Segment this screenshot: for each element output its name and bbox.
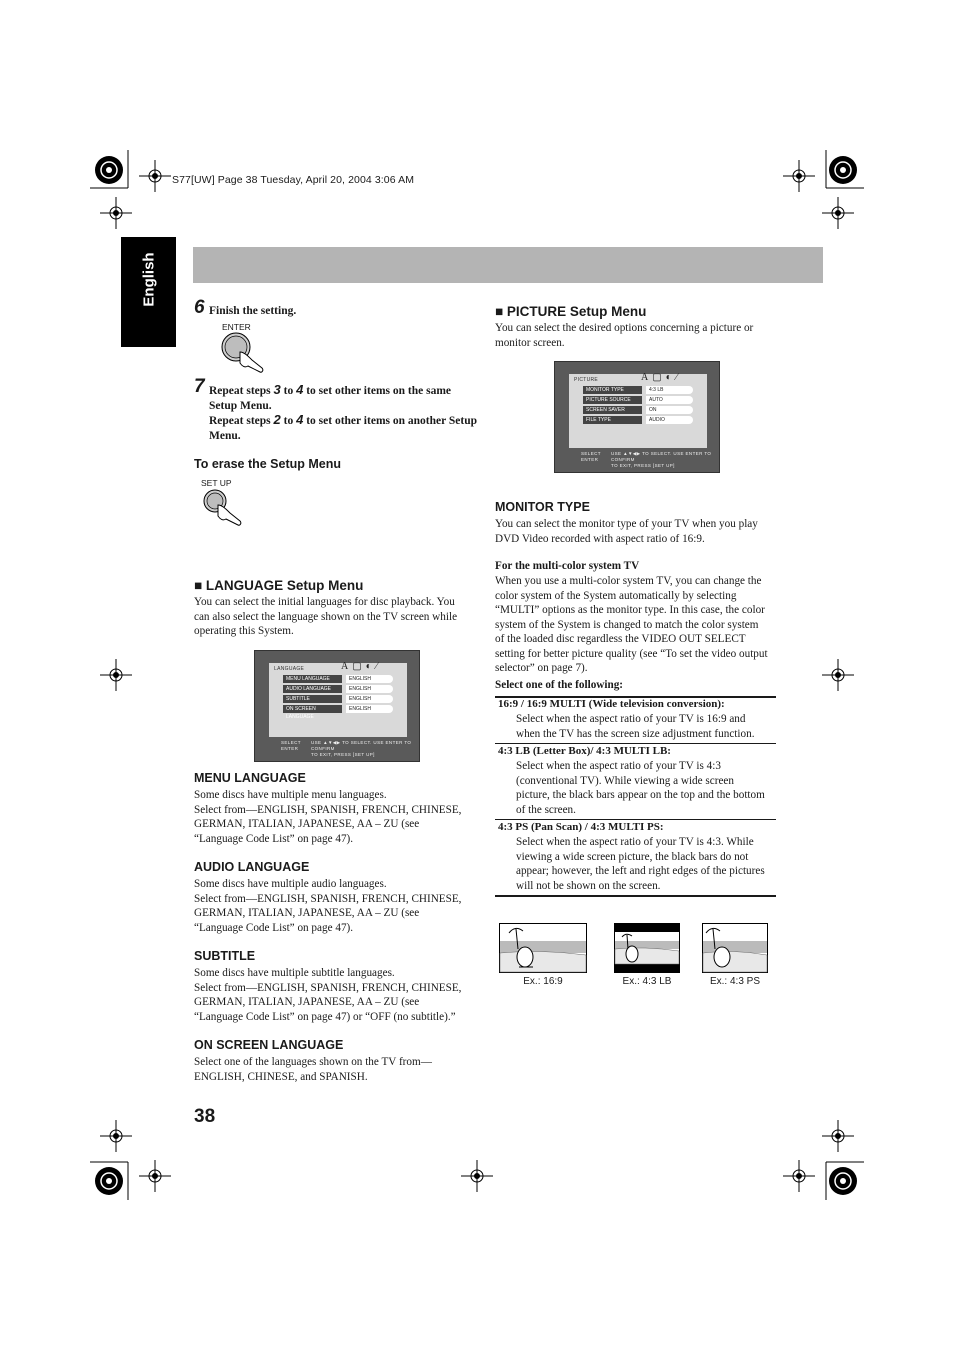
- monitor-type-heading: MONITOR TYPE: [495, 500, 590, 514]
- enter-button-icon: [218, 330, 270, 376]
- side-tab-label: English: [140, 252, 158, 307]
- page-number: 38: [194, 1106, 216, 1127]
- language-osd-panel: [269, 663, 407, 737]
- osd-row: SUBTITLE ENGLISH: [283, 695, 393, 703]
- osd-row: PICTURE SOURCE AUTO: [583, 396, 693, 404]
- language-osd-rows: [283, 675, 393, 720]
- setup-button-icon: [200, 487, 248, 529]
- osd-row: ON SCREEN LANGUAGE ENGLISH: [283, 705, 393, 713]
- erase-setup-heading: To erase the Setup Menu: [194, 457, 342, 471]
- language-osd-tab: LANGUAGE: [274, 666, 305, 672]
- table-bottom-rule: [495, 895, 776, 897]
- example-4-3-lb-image: [614, 923, 680, 973]
- subtitle-text: Some discs have multiple subtitle languages. Select from—ENGLISH, SPANISH, FRENCH, CHINESE, GERMAN, ITALIAN, JAPANESE, AA – ZU (see “Language Code List” on page 47) or “OFF (no subtitle).”: [194, 967, 462, 1023]
- language-side-tab: [121, 237, 176, 347]
- example-16-9-caption: Ex.: 16:9: [523, 976, 563, 987]
- picture-osd-screen: [554, 361, 720, 473]
- step-6-text: Finish the setting.: [209, 305, 297, 317]
- menu-language-text: Some discs have multiple menu languages. Select from—ENGLISH, SPANISH, FRENCH, CHINESE, GERMAN, ITALIAN, JAPANESE, AA – ZU (see “Language Code List” on page 47).: [194, 789, 462, 845]
- on-screen-language-text: Select one of the languages shown on the TV from— ENGLISH, CHINESE, and SPANISH.: [194, 1056, 432, 1083]
- picture-osd-footer-left: SELECT ENTER: [581, 451, 601, 462]
- example-16-9-image: [499, 923, 587, 973]
- picture-osd-icons: A▢◐⁄: [641, 372, 682, 383]
- setup-button-label: SET UP: [201, 478, 232, 488]
- multi-color-text: When you use a multi-color system TV, you can change the color system of the System automatically by selecting “MULTI” options as the monitor type. In this case, the color system of the System is changed to match the color system of the loaded disc regardless the VIDEO OUT SELECT setting for better picture quality (see “To set the video output selector” on page 7).: [495, 575, 768, 674]
- language-osd-footer-left: SELECT ENTER: [281, 740, 301, 751]
- step-6-number: 6: [194, 297, 205, 318]
- table-rule: [495, 819, 776, 820]
- example-4-3-ps-caption: Ex.: 4:3 PS: [709, 976, 761, 987]
- print-header: S77[UW] Page 38 Tuesday, April 20, 2004 3:06 AM: [172, 174, 415, 186]
- osd-row: MONITOR TYPE 4:3 LB: [583, 386, 693, 394]
- option-16-9-text: Select when the aspect ratio of your TV is 16:9 and when the TV has the screen size adjustment function.: [516, 713, 755, 740]
- osd-row: SCREEN SAVER ON: [583, 406, 693, 414]
- on-screen-language-heading: ON SCREEN LANGUAGE: [194, 1038, 344, 1052]
- language-osd-footer-right: USE ▲▼◀▶ TO SELECT. USE ENTER TO CONFIRM TO EXIT, PRESS [SET UP]: [311, 740, 412, 757]
- section-header-bar: [193, 247, 823, 283]
- multi-color-heading: For the multi-color system TV: [495, 560, 640, 572]
- language-osd-icons: A▢◐⁄: [341, 661, 382, 672]
- picture-osd-footer-right: USE ▲▼◀▶ TO SELECT. USE ENTER TO CONFIRM TO EXIT, PRESS [SET UP]: [611, 451, 712, 468]
- osd-row: AUDIO LANGUAGE ENGLISH: [283, 685, 393, 693]
- option-4-3-lb-text: Select when the aspect ratio of your TV is 4:3 (conventional TV). While viewing a wide screen picture, the black bars appear on the top and the bottom of the screen.: [516, 760, 765, 816]
- picture-osd-rows: [583, 386, 693, 426]
- select-following-heading: Select one of the following:: [495, 679, 624, 691]
- picture-osd-tab: PICTURE: [574, 377, 599, 383]
- picture-menu-heading: ■ PICTURE Setup Menu: [495, 304, 647, 319]
- picture-osd-panel: [569, 374, 707, 448]
- table-rule: [495, 743, 776, 744]
- example-4-3-lb-caption: Ex.: 4:3 LB: [622, 976, 672, 987]
- language-osd-screen: [254, 650, 420, 762]
- option-16-9-title: 16:9 / 16:9 MULTI (Wide television conversion):: [498, 698, 725, 710]
- osd-row: FILE TYPE AUDIO: [583, 416, 693, 424]
- menu-language-heading: MENU LANGUAGE: [194, 771, 306, 785]
- step-7-text: Repeat steps 3 to 4 to set other items on the same Setup Menu. Repeat steps 2 to 4 to set other items on another Setup Menu.: [209, 382, 478, 442]
- language-menu-heading: ■ LANGUAGE Setup Menu: [194, 578, 364, 593]
- picture-menu-text: You can select the desired options concerning a picture or monitor screen.: [495, 322, 754, 349]
- option-4-3-ps-text: Select when the aspect ratio of your TV is 4:3. While viewing a wide screen picture, the black bars do not appear; however, the left and right edges of the pictures will not be shown on the screen.: [516, 836, 765, 892]
- audio-language-text: Some discs have multiple audio languages. Select from—ENGLISH, SPANISH, FRENCH, CHINESE, GERMAN, ITALIAN, JAPANESE, AA – ZU (see “Language Code List” on page 47).: [194, 878, 462, 934]
- option-4-3-ps-title: 4:3 PS (Pan Scan) / 4:3 MULTI PS:: [498, 821, 664, 833]
- example-4-3-ps-image: [702, 923, 768, 973]
- osd-row: MENU LANGUAGE ENGLISH: [283, 675, 393, 683]
- enter-button-label: ENTER: [222, 322, 251, 332]
- option-4-3-lb-title: 4:3 LB (Letter Box)/ 4:3 MULTI LB:: [498, 745, 671, 757]
- subtitle-heading: SUBTITLE: [194, 949, 256, 963]
- step-7-number: 7: [194, 376, 205, 397]
- audio-language-heading: AUDIO LANGUAGE: [194, 860, 310, 874]
- monitor-type-text: You can select the monitor type of your TV when you play DVD Video recorded with aspect ratio of 16:9.: [495, 518, 758, 545]
- language-menu-text: You can select the initial languages for disc playback. You can also select the language shown on the TV screen while operating this System.: [194, 596, 458, 637]
